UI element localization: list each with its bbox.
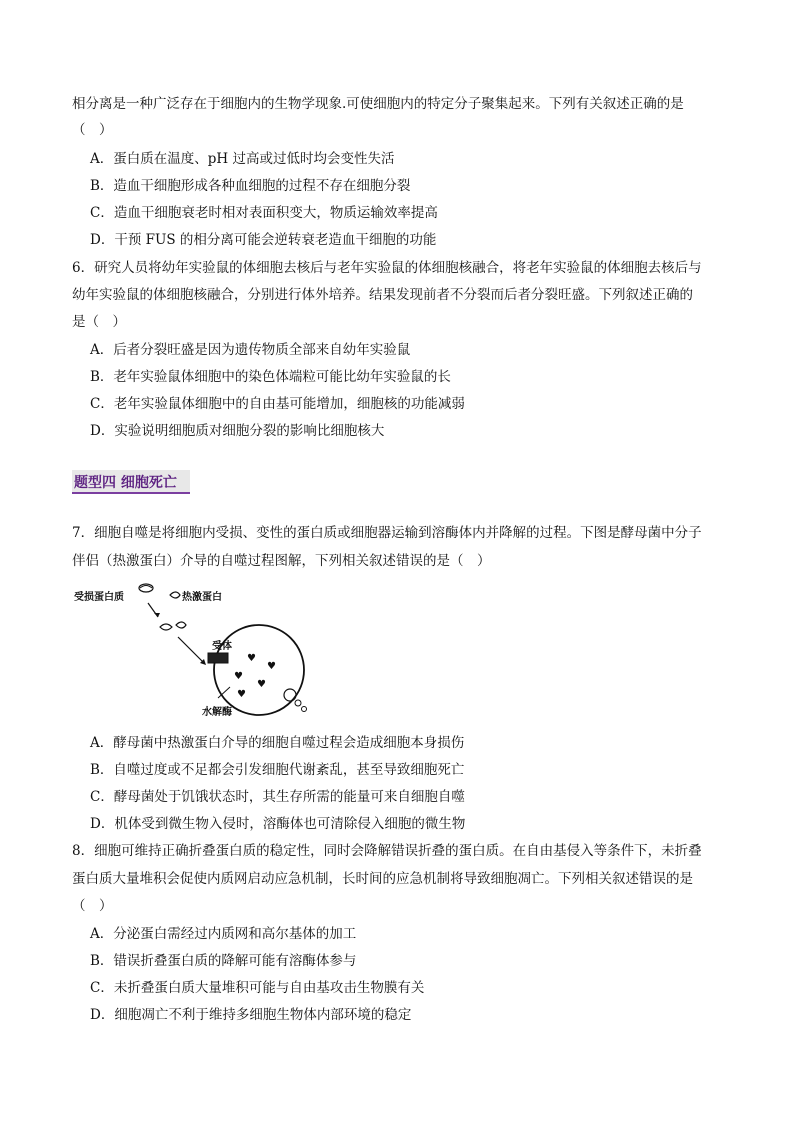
heat-shock-protein-label: 热激蛋白	[182, 592, 222, 603]
q8-option-d: D．细胞凋亡不利于维持多细胞生物体内部环境的稳定	[90, 1007, 412, 1023]
question-6-stem-3: 是（ ）	[72, 314, 126, 330]
q5-option-b: B．造血干细胞形成各种血细胞的过程不存在细胞分裂	[90, 178, 411, 194]
complex-shape-1	[160, 624, 172, 630]
hydrolase-heart-1: ♥	[247, 653, 256, 664]
q7-option-a: A．酵母菌中热激蛋白介导的细胞自噬过程会造成细胞本身损伤	[90, 735, 465, 751]
question-7-stem-1: 7．细胞自噬是将细胞内受损、变性的蛋白质或细胞器运输到溶酶体内并降解的过程。下图是酵母菌中分子	[72, 525, 702, 541]
receptor-shape	[208, 653, 228, 663]
question-5-stem: 相分离是一种广泛存在于细胞内的生物学现象.可使细胞内的特定分子聚集起来。下列有关叙述正确的是	[72, 96, 684, 112]
damaged-protein-fold	[140, 586, 152, 589]
question-6-stem-1: 6．研究人员将幼年实验鼠的体细胞去核后与老年实验鼠的体细胞核融合，将老年实验鼠的体细胞去核后与	[72, 260, 702, 276]
question-7-stem-2: 伴侣（热激蛋白）介导的自噬过程图解，下列相关叙述错误的是（ ）	[72, 553, 491, 569]
vesicle-1	[284, 689, 296, 701]
q6-option-d: D．实验说明细胞质对细胞分裂的影响比细胞核大	[90, 423, 385, 439]
autophagy-diagram	[72, 583, 332, 723]
complex-shape-2	[176, 622, 186, 628]
q7-option-c: C．酵母菌处于饥饿状态时，其生存所需的能量可来自细胞自噬	[90, 789, 465, 805]
hydrolase-heart-3: ♥	[234, 671, 243, 682]
question-5-bracket: （ ）	[72, 122, 113, 138]
q7-option-b: B．自噬过度或不足都会引发细胞代谢紊乱，甚至导致细胞死亡	[90, 762, 465, 778]
q5-option-a: A．蛋白质在温度、pH 过高或过低时均会变性失活	[90, 151, 395, 167]
q8-option-c: C．未折叠蛋白质大量堆积可能与自由基攻击生物膜有关	[90, 980, 425, 996]
receptor-label: 受体	[212, 641, 232, 652]
heat-shock-protein-shape	[170, 592, 180, 598]
q6-option-b: B．老年实验鼠体细胞中的染色体端粒可能比幼年实验鼠的长	[90, 369, 451, 385]
vesicle-2	[295, 700, 301, 706]
damaged-protein-label: 受损蛋白质	[74, 592, 124, 603]
q6-option-a: A．后者分裂旺盛是因为遗传物质全部来自幼年实验鼠	[90, 342, 411, 358]
q6-option-c: C．老年实验鼠体细胞中的自由基可能增加，细胞核的功能减弱	[90, 396, 465, 412]
q5-option-c: C．造血干细胞衰老时相对表面积变大，物质运输效率提高	[90, 205, 438, 221]
arrow-2	[178, 637, 204, 663]
section-title: 题型四 细胞死亡	[74, 475, 177, 491]
question-8-bracket: （ ）	[72, 898, 113, 914]
hydrolase-heart-2: ♥	[267, 661, 276, 672]
hydrolase-label: 水解酶	[202, 707, 232, 718]
q5-option-d: D．干预 FUS 的相分离可能会逆转衰老造血干细胞的功能	[90, 232, 437, 248]
question-8-stem-1: 8．细胞可维持正确折叠蛋白质的稳定性，同时会降解错误折叠的蛋白质。在自由基侵入等条件下，未折叠	[72, 843, 702, 859]
question-8-stem-2: 蛋白质大量堆积会促使内质网启动应急机制，长时间的应急机制将导致细胞凋亡。下列相关叙述错误的是	[72, 871, 693, 887]
section-heading	[72, 470, 190, 494]
q7-option-d: D．机体受到微生物入侵时，溶酶体也可清除侵入细胞的微生物	[90, 816, 466, 832]
vesicle-3	[302, 707, 307, 712]
q8-option-a: A．分泌蛋白需经过内质网和高尔基体的加工	[90, 926, 357, 942]
q8-option-b: B．错误折叠蛋白质的降解可能有溶酶体参与	[90, 953, 357, 969]
hydrolase-heart-4: ♥	[257, 679, 266, 690]
hydrolase-heart-5: ♥	[237, 689, 246, 700]
question-6-stem-2: 幼年实验鼠的体细胞核融合，分别进行体外培养。结果发现前者不分裂而后者分裂旺盛。下列叙述正确的	[72, 287, 693, 303]
